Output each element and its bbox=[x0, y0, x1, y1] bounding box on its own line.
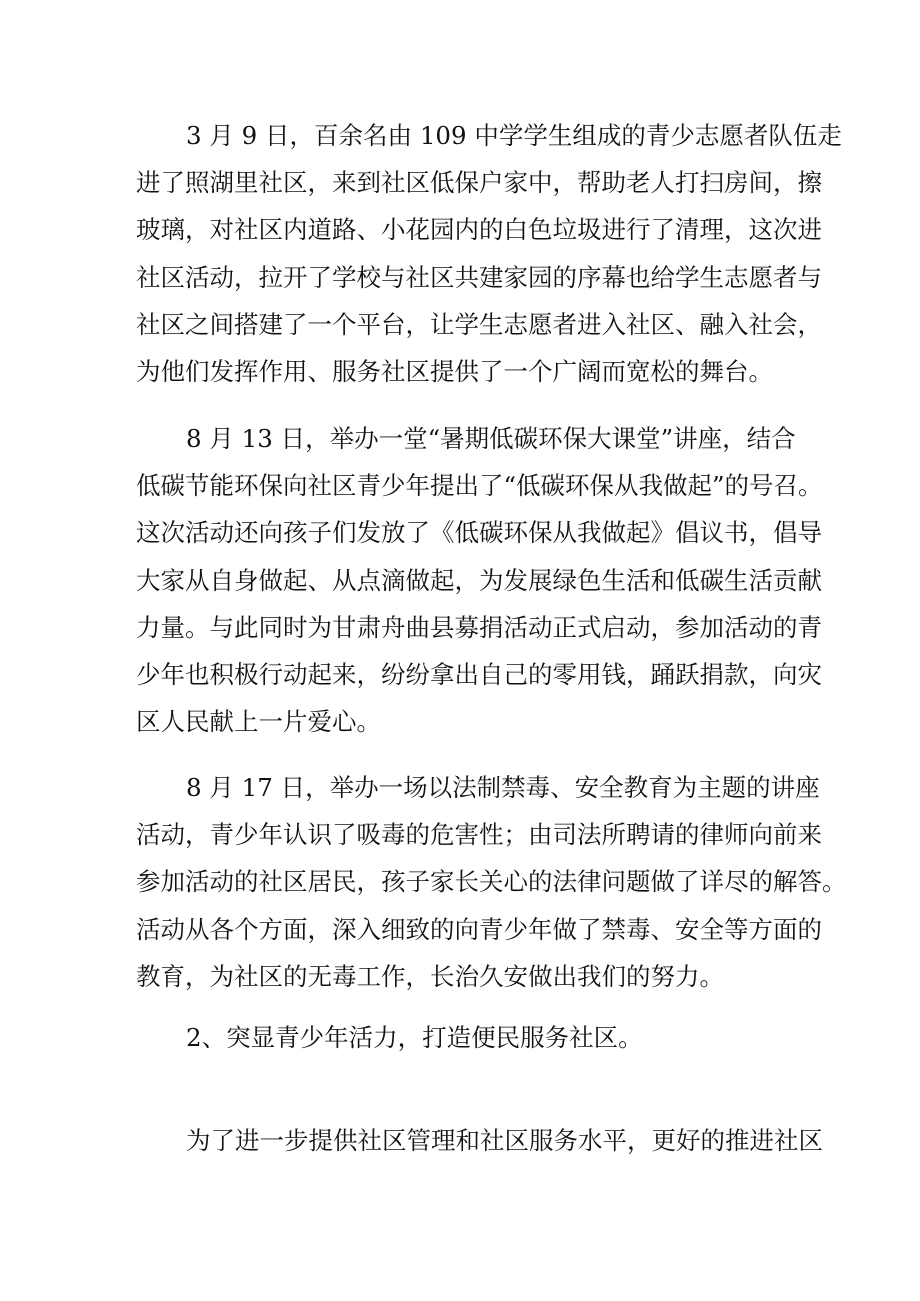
section-heading-2 bbox=[136, 1014, 796, 1061]
paragraph-continuation bbox=[136, 1117, 823, 1164]
text-line: 8 月 17 日，举办一场以法制禁毒、安全教育为主题的讲座 bbox=[186, 773, 820, 802]
text-line: 少年也积极行动起来，纷纷拿出自己的零用钱，踊跃捐款，向灾 bbox=[136, 659, 822, 689]
text-line: 为他们发挥作用、服务社区提供了一个广阔而宽松的舞台。 bbox=[136, 356, 773, 386]
text-line: 教育，为社区的无毒工作，长治久安做出我们的努力。 bbox=[136, 961, 724, 991]
text-line: 活动从各个方面，深入细致的向青少年做了禁毒、安全等方面的 bbox=[136, 914, 822, 944]
text-line: 力量。与此同时为甘肃舟曲县募捐活动正式启动，参加活动的青 bbox=[136, 612, 822, 642]
text-line: 为了进一步提供社区管理和社区服务水平，更好的推进社区 bbox=[186, 1126, 823, 1155]
paragraph-august-13 bbox=[136, 415, 823, 745]
text-line: 进了照湖里社区，来到社区低保户家中，帮助老人打扫房间，擦 bbox=[136, 168, 822, 198]
text-line: 玻璃，对社区内道路、小花园内的白色垃圾进行了清理，这次进 bbox=[136, 215, 822, 245]
text-line: 社区之间搭建了一个平台，让学生志愿者进入社区、融入社会， bbox=[136, 309, 822, 339]
text-line: 这次活动还向孩子们发放了《低碳环保从我做起》倡议书，倡导 bbox=[136, 518, 822, 548]
text-line: 低碳节能环保向社区青少年提出了“低碳环保从我做起”的号召。 bbox=[136, 471, 823, 501]
text-line: 8 月 13 日，举办一堂“暑期低碳环保大课堂”讲座，结合 bbox=[186, 424, 796, 453]
text-line: 参加活动的社区居民，孩子家长关心的法律问题做了详尽的解答。 bbox=[136, 867, 847, 897]
text-line: 大家从自身做起、从点滴做起，为发展绿色生活和低碳生活贡献 bbox=[136, 565, 822, 595]
text-line: 区人民献上一片爱心。 bbox=[136, 707, 381, 737]
text-line: 3 月 9 日，百余名由 109 中学学生组成的青少志愿者队伍走 bbox=[186, 121, 842, 150]
paragraph-august-17 bbox=[136, 764, 847, 1000]
text-line: 活动，青少年认识了吸毒的危害性；由司法所聘请的律师向前来 bbox=[136, 820, 822, 850]
text-line: 社区活动，拉开了学校与社区共建家园的序幕也给学生志愿者与 bbox=[136, 262, 822, 292]
section-heading-text: 2、突显青少年活力，打造便民服务社区。 bbox=[186, 1023, 643, 1052]
paragraph-march-9 bbox=[136, 112, 842, 395]
